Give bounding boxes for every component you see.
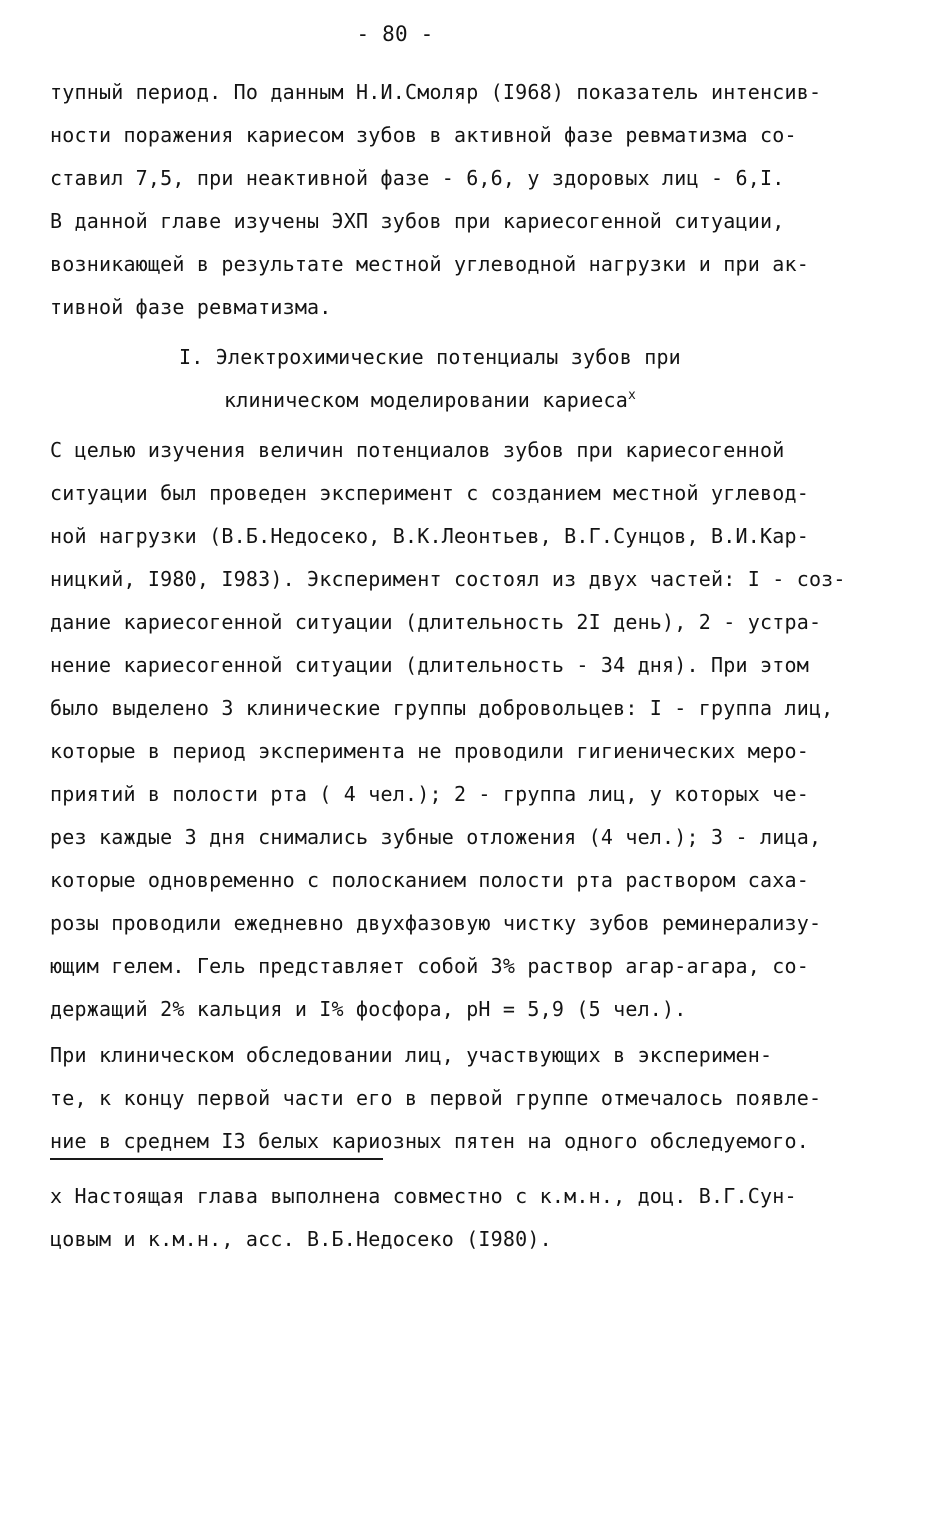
paragraph-line: было выделено 3 клинические группы добровольцев: I - группа лиц, — [50, 696, 834, 720]
footnote-marker: x — [627, 388, 636, 403]
paragraph-line: тивной фазе ревматизма. — [50, 295, 332, 319]
paragraph-line: которые в период эксперимента не проводили гигиенических меро- — [50, 739, 809, 763]
footnote-separator — [50, 1158, 383, 1160]
paragraph-line: ситуации был проведен эксперимент с созданием местной углевод- — [50, 481, 809, 505]
paragraph-line: нение кариесогенной ситуации (длительность - 34 дня). При этом — [50, 653, 809, 677]
section-title-line2 — [0, 386, 860, 414]
intro-line: ставил 7,5, при неактивной фазе - 6,6, у здоровых лиц - 6,I. — [50, 166, 785, 190]
intro-line: ности поражения кариесом зубов в активной фазе ревматизма со- — [50, 123, 797, 147]
paragraph-line: С целью изучения величин потенциалов зубов при кариесогенной — [50, 438, 785, 462]
section-title-text: клиническом моделировании кариеса — [224, 388, 628, 412]
paragraph-line: При клиническом обследовании лиц, участвующих в эксперимен- — [50, 1043, 773, 1067]
footnote-line: цовым и к.м.н., асс. В.Б.Недосеко (I980). — [50, 1227, 552, 1251]
paragraph-line: ние в среднем I3 белых кариозных пятен на одного обследуемого. — [50, 1129, 809, 1153]
footnote-line: х Настоящая глава выполнена совместно с к.м.н., доц. В.Г.Сун- — [50, 1184, 797, 1208]
paragraph-line: дание кариесогенной ситуации (длительность 2I день), 2 - устра- — [50, 610, 822, 634]
paragraph-line: те, к концу первой части его в первой группе отмечалось появле- — [50, 1086, 822, 1110]
intro-line: тупный период. По данным Н.И.Смоляр (I968) показатель интенсив- — [50, 80, 822, 104]
paragraph-line: ной нагрузки (В.Б.Недосеко, В.К.Леонтьев, В.Г.Сунцов, В.И.Кар- — [50, 524, 809, 548]
paragraph-line: приятий в полости рта ( 4 чел.); 2 - группа лиц, у которых че- — [50, 782, 809, 806]
paragraph-line: ницкий, I980, I983). Эксперимент состоял из двух частей: I - соз- — [50, 567, 846, 591]
paragraph-line: которые одновременно с полосканием полости рта раствором саха- — [50, 868, 809, 892]
paragraph-line: возникающей в результате местной углеводной нагрузки и при ак- — [50, 252, 809, 276]
paragraph-line: В данной главе изучены ЭХП зубов при кариесогенной ситуации, — [50, 209, 785, 233]
paragraph-line: ющим гелем. Гель представляет собой 3% раствор агар-агара, со- — [50, 954, 809, 978]
paragraph-line: рез каждые 3 дня снимались зубные отложения (4 чел.); 3 - лица, — [50, 825, 822, 849]
paragraph-line: держащий 2% кальция и I% фосфора, pH = 5,9 (5 чел.). — [50, 997, 687, 1021]
section-title-line1: I. Электрохимические потенциалы зубов при — [179, 345, 681, 369]
page-number: - 80 - — [356, 22, 434, 46]
paragraph-line: розы проводили ежедневно двухфазовую чистку зубов реминерализу- — [50, 911, 822, 935]
